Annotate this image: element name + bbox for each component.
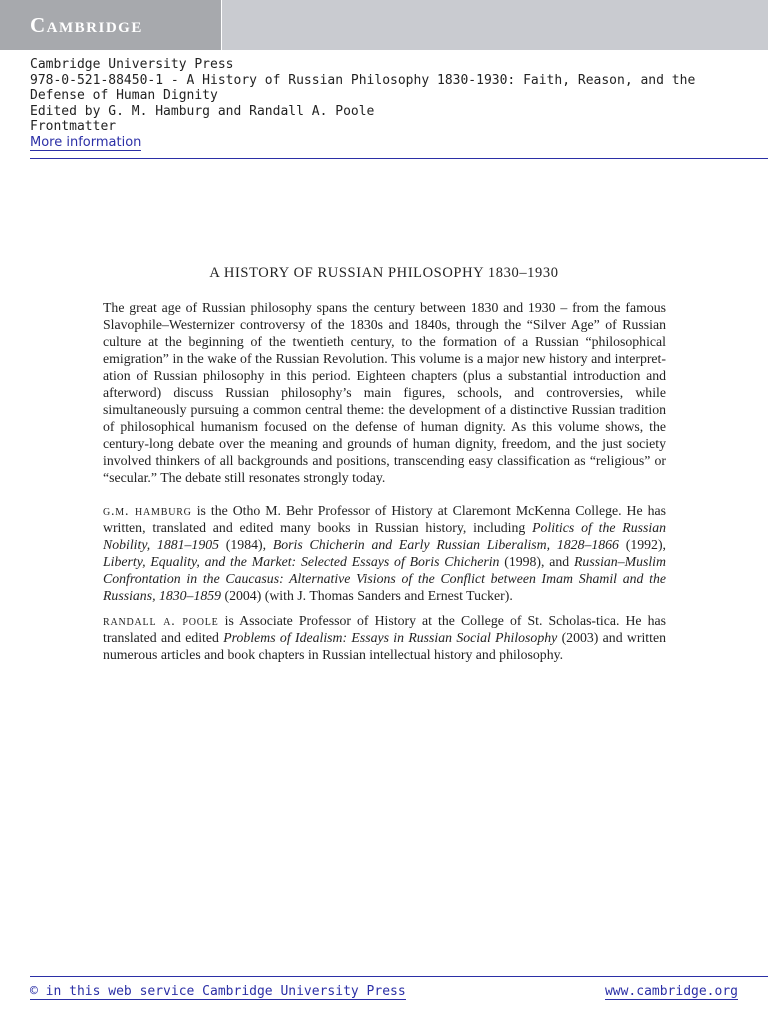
website-link[interactable]: www.cambridge.org: [604, 984, 738, 999]
isbn-title-line: 978-0-521-88450-1 - A History of Russian Philosophy 1830-1930: Faith, Reason, and the: [30, 72, 696, 88]
header-divider: [30, 158, 768, 159]
book-title-italic: Politics of the Russian Nobility, 1881–1905: [103, 520, 667, 553]
book-blurb: The great age of Russian philosophy spans the century between 1830 and 1930 – from the famous Slavophile–Westernizer controversy of the 1830s and 1840s, through the “Silver Age” of Russian culture at the beginning of the twentieth century, to the formation of a Russian “philosophical emigration” in the wake of the Russian Revolution. This volume is a major new history and interpret-ation of Russian philosophy in this period. Eighteen chapters (plus a substantial introduction and afterword) discuss Russian philosophy’s main figures, schools, and controversies, while simultaneously pursuing a common central theme: the development of a distinctive Russian tradition of philosophical humanism focused on the defense of human dignity. As this volume shows, the century-long debate over the meaning and grounds of human dignity, freedom, and the just society involved thinkers of all backgrounds and positions, transcending easy classification as “religious” or “secular.” The debate still resonates strongly today.: [103, 300, 666, 485]
cambridge-logo[interactable]: [0, 0, 222, 50]
document-metadata: [30, 57, 750, 151]
page-content: [103, 300, 666, 664]
book-title-italic: Problems of Idealism: Essays in Russian Social Philosophy: [223, 630, 558, 646]
isbn-title-line-continued: Defense of Human Dignity: [30, 88, 218, 104]
logo-text: Cambridge: [30, 12, 143, 37]
book-title-italic: Russian–Muslim Confrontation in the Caucasus: Alternative Visions of the Conflict between Imam Shamil and the Russians, 1830–1859: [103, 554, 666, 604]
bio-text: (1992),: [618, 537, 666, 553]
author-name: randall a. poole: [103, 613, 219, 629]
header-bar: [0, 0, 768, 50]
bio-text: (1984),: [219, 537, 273, 553]
book-title-italic: Boris Chicherin and Early Russian Liberalism, 1828–1866: [272, 537, 619, 553]
book-title-italic: Liberty, Equality, and the Market: Selected Essays of Boris Chicherin: [103, 554, 500, 570]
editors-line: Edited by G. M. Hamburg and Randall A. Poole: [30, 103, 375, 119]
bio-text: (2004) (with J. Thomas Sanders and Ernest Tucker).: [221, 588, 513, 604]
author-name: g.m. hamburg: [103, 503, 192, 519]
author-bio-poole: [103, 613, 666, 664]
publisher-line: Cambridge University Press: [30, 57, 234, 72]
book-title: A HISTORY OF RUSSIAN PHILOSOPHY 1830–1930: [209, 265, 559, 281]
footer-divider: [30, 976, 768, 977]
bio-text: (2003) and written numerous articles and book chapters in Russian intellectual history and philosophy.: [103, 630, 666, 663]
author-bio-hamburg: [103, 503, 666, 605]
bio-text: is Associate Professor of History at the College of St. Scholas-tica. He has translated and edited: [103, 613, 666, 646]
section-line: Frontmatter: [30, 119, 117, 135]
copyright-link[interactable]: © in this web service Cambridge University Press: [30, 984, 406, 999]
more-information-link[interactable]: More information: [30, 134, 142, 150]
bio-text: (1998), and: [499, 554, 574, 570]
bio-text: is the Otho M. Behr Professor of History at Claremont McKenna College. He has written, translated and edited many books in Russian history, including: [103, 503, 666, 536]
